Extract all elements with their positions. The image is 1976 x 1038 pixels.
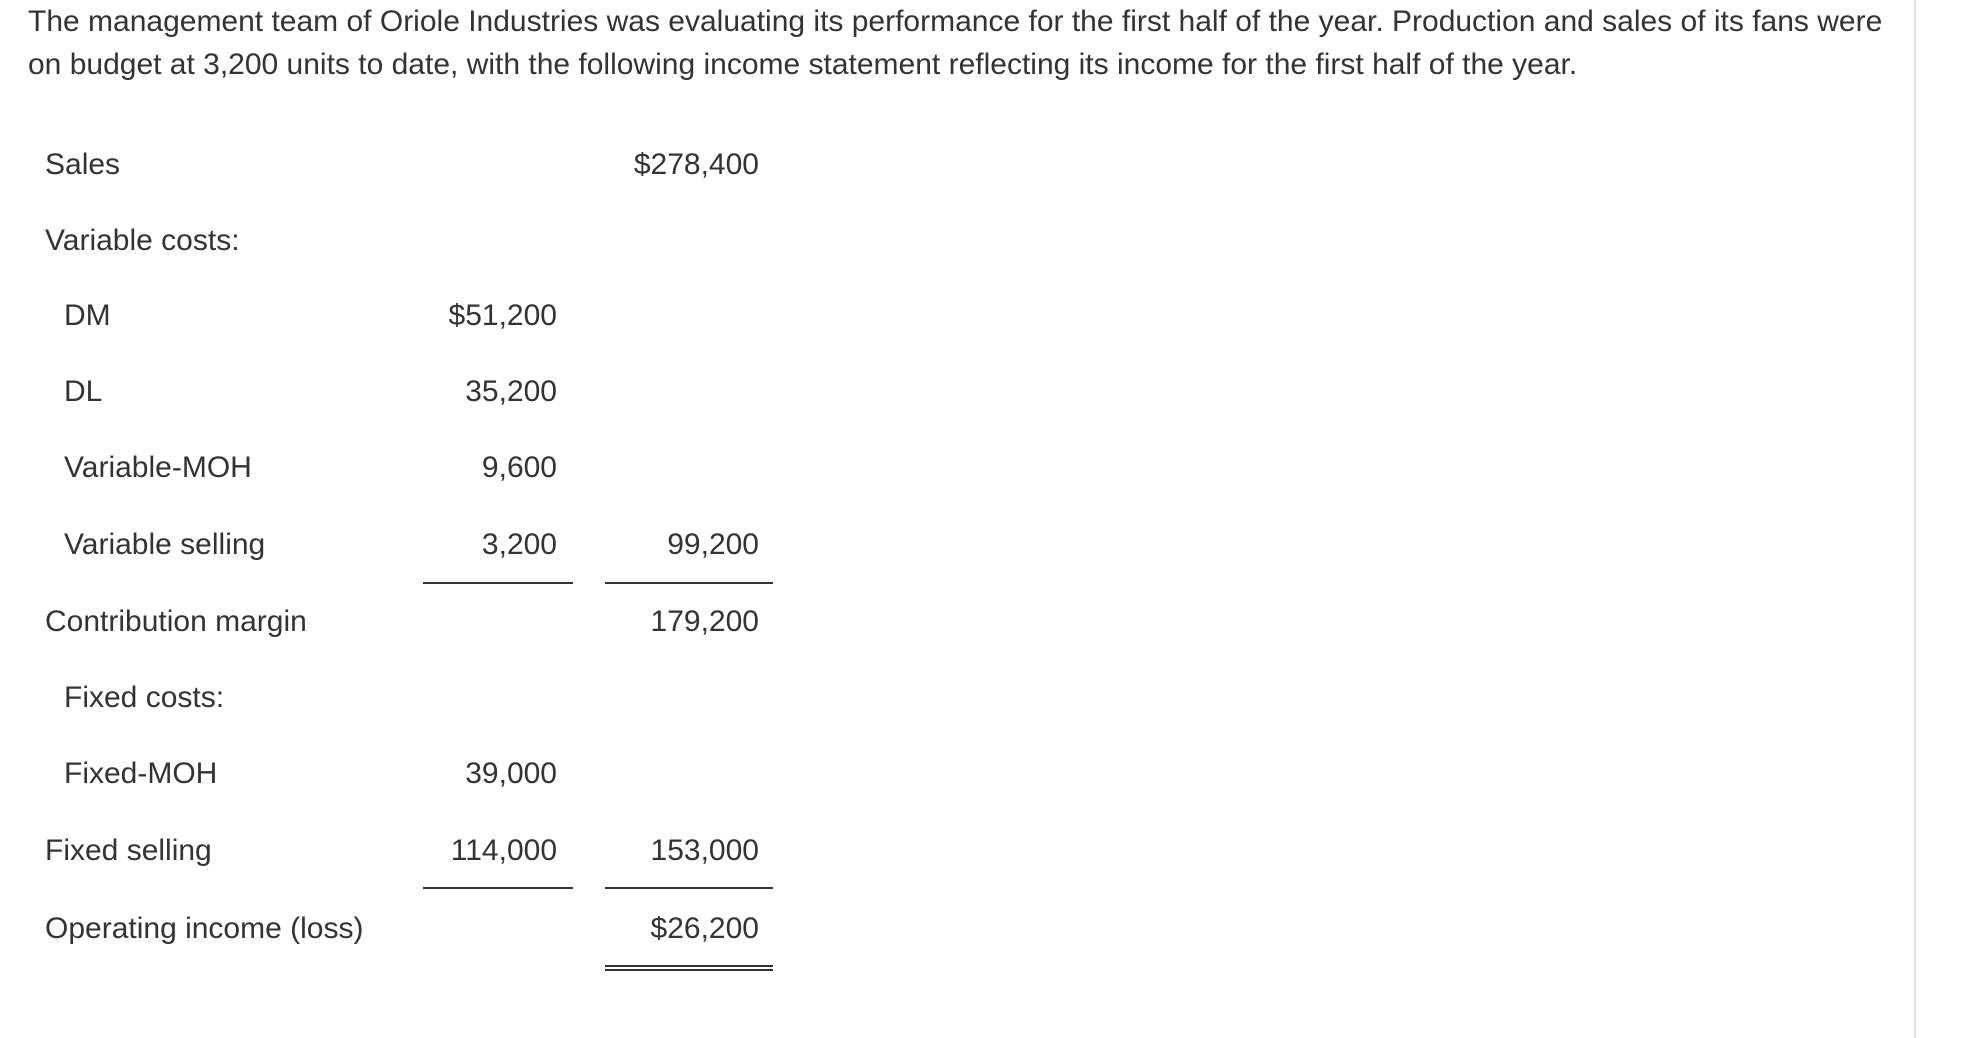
sales-total: $278,400 (633, 148, 759, 181)
dm-amount: $51,200 (448, 299, 557, 332)
statement-row-variable-selling (0, 525, 800, 565)
operating-income-total: $26,200 (650, 912, 759, 945)
dl-label: DL (64, 375, 103, 408)
variable-moh-label: Variable-MOH (64, 451, 252, 484)
subtotal-rule-col1 (423, 582, 573, 584)
statement-row-dm (0, 296, 800, 336)
statement-row-fixed-selling (0, 831, 800, 871)
content-right-border (1914, 0, 1916, 1038)
fixed-costs-total: 153,000 (650, 834, 759, 867)
statement-row-operating-income (0, 909, 800, 949)
statement-row-sales (0, 145, 800, 185)
contribution-margin-label: Contribution margin (45, 605, 307, 638)
fixed-moh-label: Fixed-MOH (64, 757, 218, 790)
problem-intro-text: The management team of Oriole Industries was evaluating its performance for the first half of the year. Production and sales of its fans were on budget at 3,200 units to date, with the following income statement reflecting its income for the first half of the year. (28, 5, 1883, 81)
statement-row-fixed-costs (0, 678, 800, 718)
statement-row-fixed-moh (0, 754, 800, 794)
fixed-subtotal-rule-col1 (423, 887, 573, 889)
grand-total-double-rule (605, 965, 773, 971)
income-statement (0, 0, 800, 1000)
variable-moh-amount: 9,600 (481, 451, 557, 484)
fixed-selling-amount: 114,000 (450, 834, 557, 867)
variable-selling-label: Variable selling (64, 528, 266, 561)
fixed-moh-amount: 39,000 (465, 757, 557, 790)
subtotal-rule-col2 (605, 582, 773, 584)
dl-amount: 35,200 (465, 375, 557, 408)
statement-row-variable-moh (0, 448, 800, 488)
statement-row-variable-costs (0, 221, 800, 261)
statement-row-contribution-margin (0, 602, 800, 642)
fixed-subtotal-rule-col2 (605, 887, 773, 889)
variable-costs-heading: Variable costs: (45, 224, 240, 257)
variable-selling-amount: 3,200 (481, 528, 557, 561)
sales-label: Sales (45, 148, 121, 181)
fixed-costs-heading: Fixed costs: (64, 681, 225, 714)
variable-costs-total: 99,200 (667, 528, 759, 561)
fixed-selling-label: Fixed selling (45, 834, 212, 867)
contribution-margin-total: 179,200 (650, 605, 759, 638)
operating-income-label: Operating income (loss) (45, 912, 364, 945)
statement-row-dl (0, 372, 800, 412)
dm-label: DM (64, 299, 111, 332)
